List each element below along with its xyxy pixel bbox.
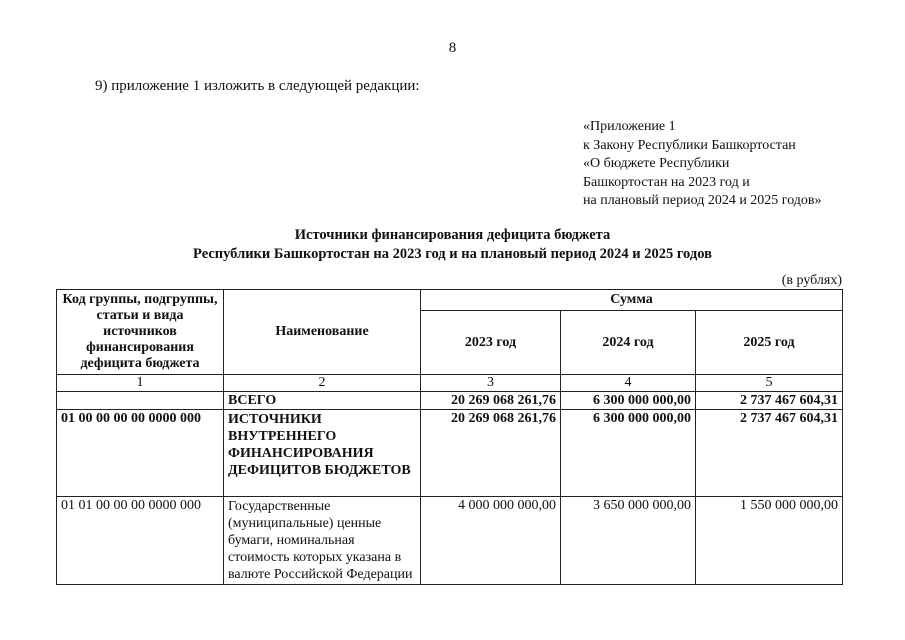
title-line-1: Источники финансирования дефицита бюджета — [294, 227, 611, 243]
intro-text: 9) приложение 1 изложить в следующей редакции: — [95, 78, 420, 94]
row-value-2024: 6 300 000 000,00 — [561, 392, 696, 410]
row-value-2023: 20 269 068 261,76 — [421, 392, 561, 410]
appendix-reference — [583, 118, 822, 211]
header-name: Наименование — [224, 290, 421, 375]
appendix-line: «Приложение 1 — [583, 119, 676, 134]
row-value-2024: 3 650 000 000,00 — [561, 497, 696, 585]
row-value-2025: 2 737 467 604,31 — [696, 410, 843, 497]
column-number: 3 — [421, 375, 561, 392]
column-number: 5 — [696, 375, 843, 392]
table-row — [57, 497, 843, 585]
table-row — [57, 392, 843, 410]
header-year-2024: 2024 год — [561, 311, 696, 375]
budget-table — [56, 289, 843, 585]
row-code — [57, 392, 224, 410]
column-number-row — [57, 375, 843, 392]
appendix-line: к Закону Республики Башкортостан — [583, 137, 796, 153]
column-number: 1 — [57, 375, 224, 392]
header-sum: Сумма — [421, 290, 843, 311]
appendix-line: на плановый период 2024 и 2025 годов» — [583, 193, 822, 208]
column-number: 2 — [224, 375, 421, 392]
page-number: 8 — [448, 40, 457, 56]
row-name: Государственные (муниципальные) ценные бумаги, номинальная стоимость которых указана в валюте Российской Федерации — [224, 497, 421, 585]
row-code: 01 00 00 00 00 0000 000 — [57, 410, 224, 497]
row-code: 01 01 00 00 00 0000 000 — [57, 497, 224, 585]
appendix-line: «О бюджете Республики — [583, 156, 730, 171]
row-value-2024: 6 300 000 000,00 — [561, 410, 696, 497]
header-year-2025: 2025 год — [696, 311, 843, 375]
document-title — [0, 226, 905, 264]
header-code: Код группы, подгруппы, статьи и вида источников финансирования дефицита бюджета — [57, 290, 224, 375]
column-number: 4 — [561, 375, 696, 392]
header-year-2023: 2023 год — [421, 311, 561, 375]
appendix-line: Башкортостан на 2023 год и — [583, 174, 750, 190]
row-value-2023: 4 000 000 000,00 — [421, 497, 561, 585]
table-header-row — [57, 290, 843, 311]
row-value-2025: 2 737 467 604,31 — [696, 392, 843, 410]
row-value-2025: 1 550 000 000,00 — [696, 497, 843, 585]
row-name: ИСТОЧНИКИ ВНУТРЕННЕГО ФИНАНСИРОВАНИЯ ДЕФИЦИТОВ БЮДЖЕТОВ — [224, 410, 421, 497]
row-value-2023: 20 269 068 261,76 — [421, 410, 561, 497]
units-label: (в рублях) — [781, 273, 842, 288]
title-line-2: Республики Башкортостан на 2023 год и на плановый период 2024 и 2025 годов — [193, 246, 712, 262]
row-name: ВСЕГО — [224, 392, 421, 410]
table-row — [57, 410, 843, 497]
